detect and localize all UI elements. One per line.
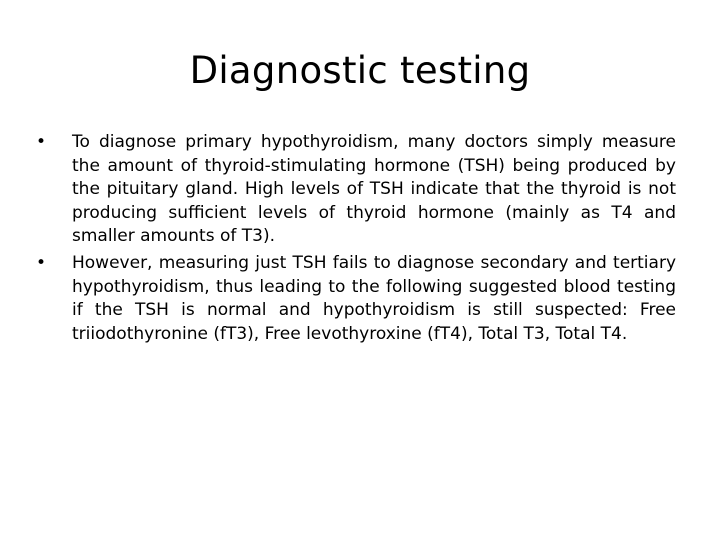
bullet-text: To diagnose primary hypothyroidism, many doctors simply measure the amount of thyroid-stimulating hormone (TSH) being produced by the pituitary gland. High levels of TSH indicate that the thyroid is not producing sufficient levels of thyroid hormone (mainly as T4 and smaller amounts of T3). bbox=[72, 132, 676, 247]
bullet-item-tsh-primary bbox=[36, 131, 676, 249]
bullet-item-secondary-tertiary bbox=[36, 252, 676, 346]
slide-title: Diagnostic testing bbox=[189, 49, 531, 92]
bullet-list bbox=[36, 131, 676, 349]
bullet-icon: • bbox=[36, 252, 47, 273]
bullet-icon: • bbox=[36, 132, 47, 152]
bullet-text: However, measuring just TSH fails to diagnose secondary and tertiary hypothyroidism, thus leading to the following suggested blood testing if the TSH is normal and hypothyroidism is still suspected: Free triiodothyronine (fT3), Free levothyroxine (fT4), Total T3, Total T4. bbox=[72, 252, 676, 344]
